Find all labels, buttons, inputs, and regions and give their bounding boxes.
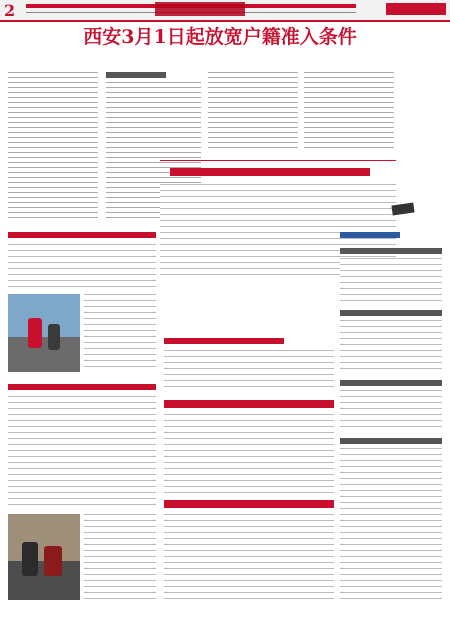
newspaper-logo-icon xyxy=(155,2,245,16)
centre-upper-headline xyxy=(164,338,284,344)
centre-story-headline xyxy=(164,400,334,408)
right-brief-headline xyxy=(340,248,442,254)
right-column-tag xyxy=(340,232,400,238)
left-story-text xyxy=(8,244,156,290)
section-tag xyxy=(386,3,446,15)
centre-lower-headline xyxy=(164,500,334,508)
lead-headline: 西安3月1日起放宽户籍准入条件 xyxy=(83,26,357,48)
left-mid-text xyxy=(8,396,156,510)
right-brief-text xyxy=(340,390,442,430)
right-brief-text xyxy=(340,448,442,600)
right-brief-headline xyxy=(340,380,442,386)
left-story-headline xyxy=(8,232,156,238)
bottom-photo xyxy=(8,514,80,600)
right-brief-text xyxy=(340,320,442,370)
centre-story-text xyxy=(164,414,334,494)
page-number: 2 xyxy=(4,1,16,20)
news-photo xyxy=(8,294,80,372)
lead-story-text xyxy=(8,72,98,222)
lead-story-text xyxy=(208,72,298,152)
bottom-caption-text xyxy=(84,514,156,600)
lead-story-subhead xyxy=(106,72,166,78)
photo-caption-text xyxy=(84,294,156,372)
right-brief-headline xyxy=(340,310,442,316)
commentary-headline xyxy=(170,168,370,176)
masthead xyxy=(0,0,450,22)
brush-mark-icon xyxy=(391,203,414,216)
lead-story-text xyxy=(304,72,394,152)
right-brief-text xyxy=(340,258,442,302)
centre-lower-text xyxy=(164,514,334,600)
centre-upper-text xyxy=(164,350,334,390)
left-mid-headline xyxy=(8,384,156,390)
commentary-rule xyxy=(160,160,396,161)
right-brief-headline xyxy=(340,438,442,444)
